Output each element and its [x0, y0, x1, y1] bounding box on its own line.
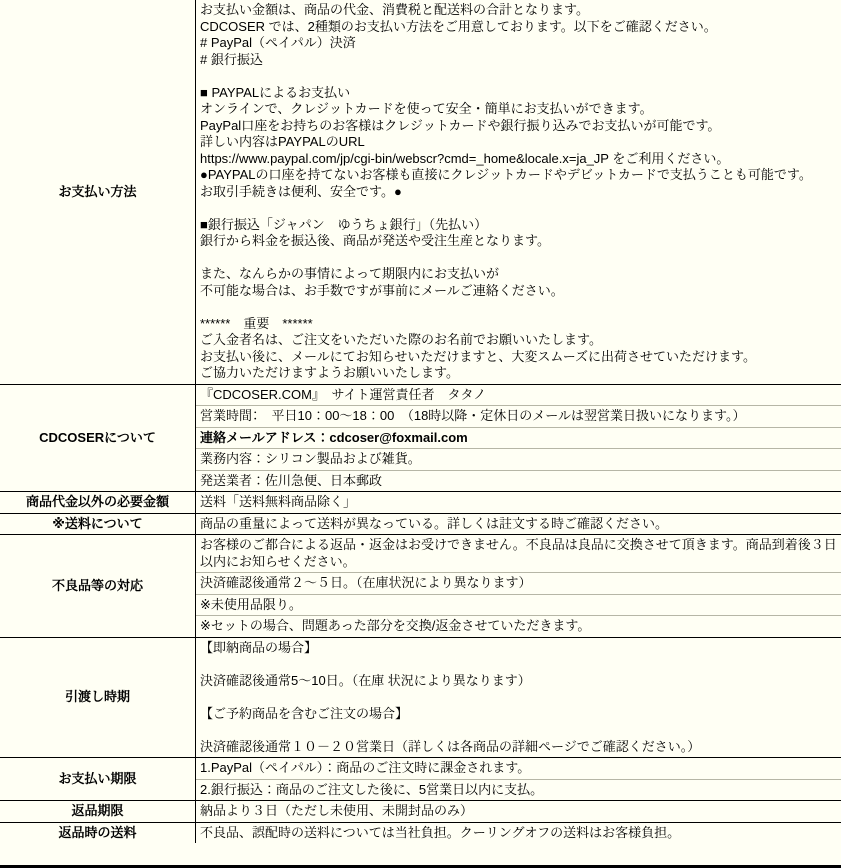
text-line: お客様のご都合による返品・返金はお受けできません。不良品は良品に交換させて頂きます。商品到着後３日以内にお知らせください。	[200, 537, 837, 569]
row-label: 返品時の送料	[0, 823, 196, 844]
text-line: 決済確認後通常１０－２０営業日（詳しくは各商品の詳細ページでご確認ください。）	[200, 738, 701, 754]
row-content	[196, 514, 841, 535]
text-line: 『CDCOSER.COM』 サイト運営責任者 タタノ	[200, 386, 487, 402]
table-row	[0, 384, 841, 492]
text-line: 連絡メールアドレス：cdcoser@foxmail.com	[200, 429, 468, 445]
row-label: CDCOSERについて	[0, 385, 196, 492]
text-line: 発送業者：佐川急便、日本郵政	[200, 472, 383, 488]
content-section	[196, 572, 841, 594]
text-line: ●PAYPALの口座を持てないお客様も直接にクレジットカードやデビットカードで支払うことも可能です。	[200, 167, 812, 182]
row-label: 引渡し時期	[0, 638, 196, 758]
row-label: お支払い期限	[0, 758, 196, 800]
blank-line	[200, 68, 837, 85]
content-section	[196, 535, 841, 572]
text-line: ※未使用品限り。	[200, 596, 302, 612]
text-line: 決済確認後通常２～５日。（在庫状況により異なります）	[200, 575, 532, 590]
row-content	[196, 492, 841, 513]
content-section	[196, 0, 841, 384]
text-line: 【ご予約商品を含むご注文の場合】	[200, 705, 409, 721]
content-section	[196, 801, 841, 822]
content-section	[196, 779, 841, 801]
content-section	[196, 594, 841, 616]
row-content	[196, 638, 841, 758]
content-section	[196, 405, 841, 427]
table-row	[0, 0, 841, 384]
blank-line	[200, 722, 837, 739]
text-line: 決済確認後通常5～10日。（在庫 状況により異なります）	[200, 672, 531, 688]
row-label: 不良品等の対応	[0, 535, 196, 637]
text-line: また、なんらかの事情によって期限内にお支払いが	[200, 266, 500, 281]
text-line: 納品より３日（ただし未使用、未開封品のみ）	[200, 803, 474, 818]
content-section	[196, 823, 841, 844]
text-line: 銀行から料金を振込後、商品が発送や受注生産となります。	[200, 233, 550, 248]
text-line: 不可能な場合は、お手数ですが事前にメールご連絡ください。	[200, 282, 564, 298]
text-line: 業務内容：シリコン製品および雑貨。	[200, 451, 421, 466]
content-section	[196, 492, 841, 513]
text-line: 2.銀行振込：商品のご注文した後に、5営業日以内に支払。	[200, 781, 544, 797]
row-label: ※送料について	[0, 514, 196, 535]
text-line: オンラインで、クレジットカードを使って安全・簡単にお支払いができます。	[200, 101, 653, 116]
text-line: CDCOSER では、2種類のお支払い方法をご用意しております。以下をご確認ください。	[200, 18, 717, 34]
content-section	[196, 638, 841, 758]
table-row	[0, 822, 841, 844]
text-line: ****** 重要 ******	[200, 315, 313, 331]
text-line: 営業時間： 平日10：00～18：00 （18時以降・定休日のメールは翌営業日扱いになります。）	[200, 408, 746, 423]
row-content	[196, 535, 841, 637]
blank-line	[200, 299, 837, 316]
paypal-url-text: https://www.paypal.com/jp/cgi-bin/webscr?cmd=_home&locale.x=ja_JP をご利用ください。	[200, 150, 730, 166]
content-section	[196, 615, 841, 637]
text-line: 商品の重量によって送料が異なっている。詳しくは註文する時ご確認ください。	[200, 515, 669, 531]
table-row	[0, 513, 841, 535]
content-section	[196, 470, 841, 492]
row-content	[196, 0, 841, 384]
content-section	[196, 514, 841, 535]
table-row	[0, 491, 841, 513]
row-content	[196, 385, 841, 492]
text-line: PayPal口座をお持ちのお客様はクレジットカードや銀行振り込みでお支払いが可能です。	[200, 117, 721, 133]
blank-line	[200, 689, 837, 706]
text-line: # 銀行振込	[200, 51, 263, 67]
text-line: ご協力いただけますようお願いいたします。	[200, 365, 459, 380]
contact-email-section	[196, 427, 841, 449]
table-row	[0, 534, 841, 637]
row-label: お支払い方法	[0, 0, 196, 384]
text-line: 1.PayPal（ペイパル）：商品のご注文時に課金されます。	[200, 760, 531, 775]
table-row	[0, 637, 841, 758]
text-line: ■ PAYPALによるお支払い	[200, 84, 351, 100]
text-line: 詳しい内容はPAYPALのURL	[200, 134, 365, 149]
text-line: 不良品、誤配時の送料については当社負担。クーリングオフの送料はお客様負担。	[200, 824, 681, 840]
content-section	[196, 448, 841, 470]
text-line: 送料「送料無料商品除く」	[200, 494, 357, 509]
text-line: # PayPal（ペイパル）決済	[200, 35, 356, 50]
row-content	[196, 758, 841, 800]
table-row	[0, 800, 841, 822]
text-line: ■銀行振込「ジャパン ゆうちょ銀行」（先払い）	[200, 216, 488, 232]
text-line: お取引手続きは便利、安全です。●	[200, 183, 402, 199]
row-content	[196, 823, 841, 844]
table-row	[0, 757, 841, 800]
row-label: 商品代金以外の必要金額	[0, 492, 196, 513]
content-section	[196, 385, 841, 406]
text-line: 【即納商品の場合】	[200, 639, 318, 655]
content-section	[196, 758, 841, 779]
text-line: お支払い金額は、商品の代金、消費税と配送料の合計となります。	[200, 2, 589, 17]
blank-line	[200, 200, 837, 217]
row-label: 返品期限	[0, 801, 196, 822]
text-line: お支払い後に、メールにてお知らせいただけますと、大変スムーズに出荷させていただけます。	[200, 348, 757, 364]
text-line: ご入金者名は、ご注文をいただいた際のお名前でお願いいたします。	[200, 332, 602, 347]
blank-line	[200, 250, 837, 267]
row-content	[196, 801, 841, 822]
blank-line	[200, 656, 837, 673]
text-line: ※セットの場合、問題あった部分を交換/返金させていただきます。	[200, 618, 591, 633]
